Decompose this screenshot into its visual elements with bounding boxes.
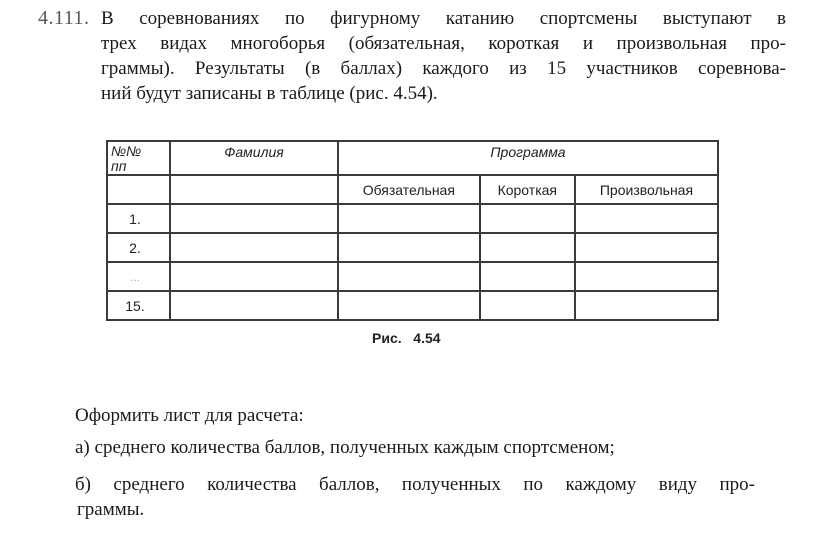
table-header-row [107,141,718,175]
table-cell [480,262,575,291]
header-number-cell [107,141,170,175]
table-cell [338,262,480,291]
table-cell [480,204,575,233]
table-row [107,262,718,291]
table-row [107,291,718,320]
task-intro: Оформить лист для расчета: [75,405,304,426]
table-row [107,233,718,262]
table-cell [170,262,338,291]
row-number: 15. [107,291,170,320]
problem-line-2: трех видах многоборья (обязательная, короткая и произвольная про- [101,33,786,54]
problem-line-4: ний будут записаны в таблице (рис. 4.54). [101,83,438,104]
table-row [107,204,718,233]
row-number: 1. [107,204,170,233]
empty-cell [170,175,338,204]
subheader-short: Короткая [480,175,575,204]
score-table [106,140,719,321]
task-item-b-line-1: б) среднего количества баллов, полученных по каждому виду про- [75,474,755,495]
table-cell [170,233,338,262]
header-number-label: №№ [111,143,142,159]
problem-number: 4.111. [38,7,90,29]
task-item-a: а) среднего количества баллов, полученных каждым спортсменом; [75,437,615,458]
subheader-free: Произвольная [575,175,718,204]
table-cell [575,204,718,233]
table-cell [480,291,575,320]
table-cell [338,233,480,262]
table-cell [338,291,480,320]
table-cell [338,204,480,233]
table-cell [480,233,575,262]
header-program-cell: Программа [338,141,718,175]
task-item-b-line-2: граммы. [77,499,145,520]
table-cell [170,291,338,320]
problem-line-1: В соревнованиях по фигурному катанию спортсмены выступают в [101,8,786,29]
header-family-cell: Фамилия [170,141,338,175]
table-subheader-row [107,175,718,204]
table-cell [170,204,338,233]
table-cell [575,291,718,320]
row-number: 2. [107,233,170,262]
figure-caption: Рис. 4.54 [372,330,441,346]
problem-line-3: граммы). Результаты (в баллах) каждого из 15 участников соревнова- [101,58,786,79]
row-number: ... [107,262,170,291]
subheader-mandatory: Обязательная [338,175,480,204]
table-cell [575,262,718,291]
table-cell [575,233,718,262]
header-number-label-2: пп [111,158,127,174]
task-item-b [75,472,755,522]
empty-cell [107,175,170,204]
